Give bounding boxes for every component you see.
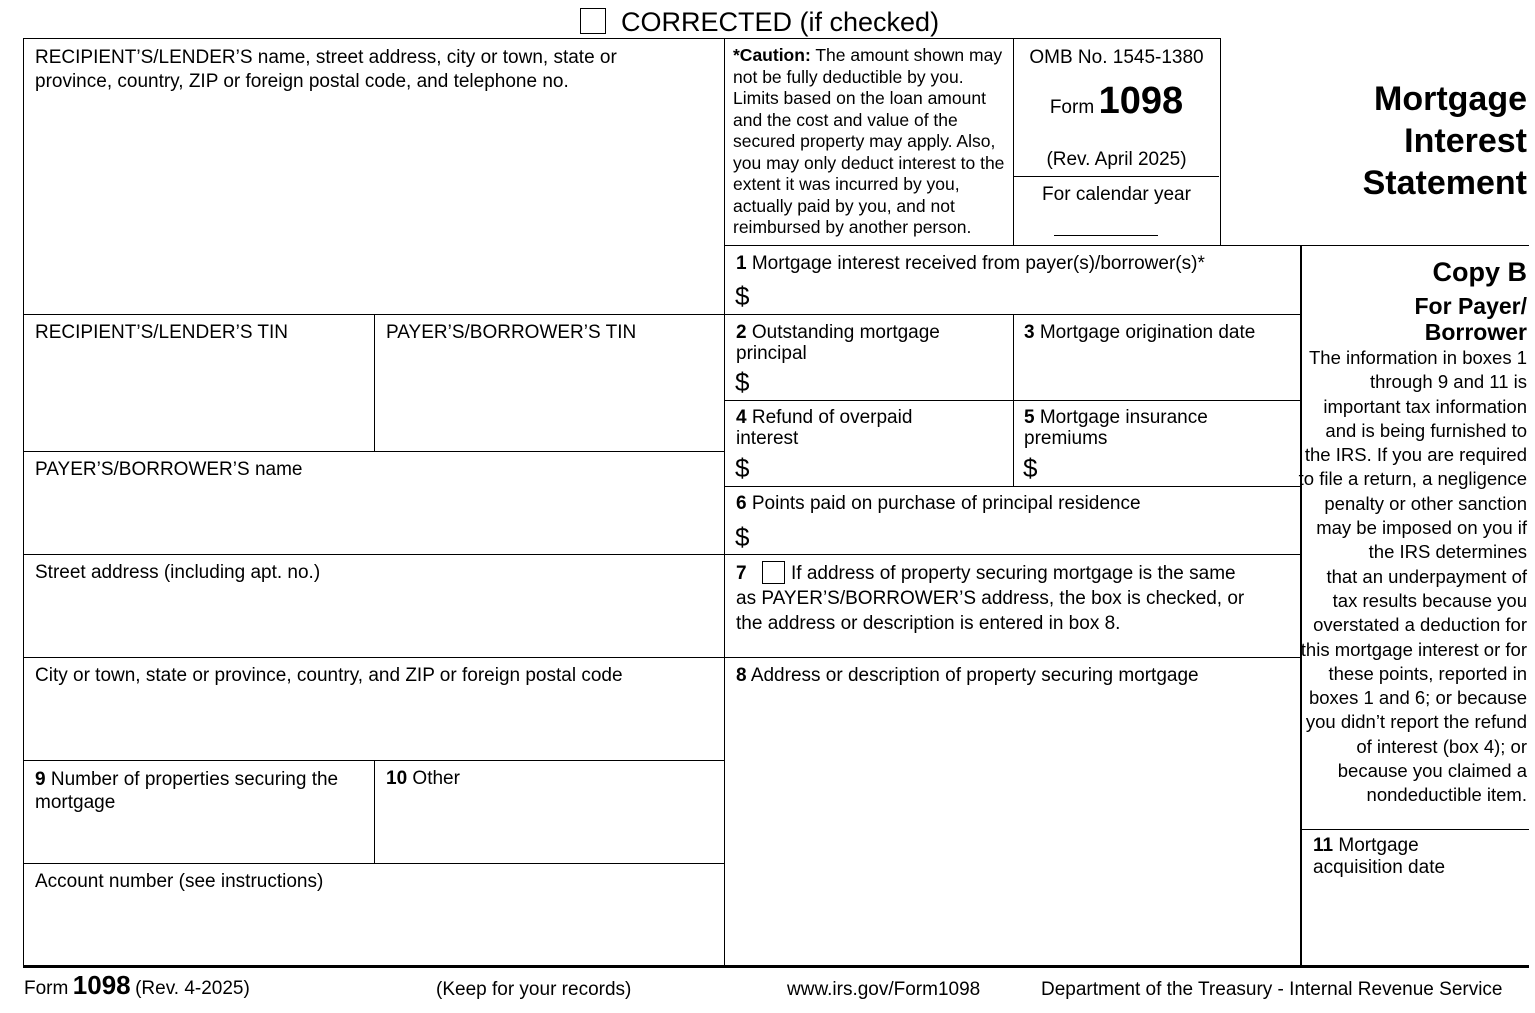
omb-box	[1013, 38, 1221, 247]
corrected-label: CORRECTED (if checked)	[621, 7, 940, 37]
omb-divider	[1014, 176, 1219, 177]
account-number-field[interactable]	[23, 863, 726, 968]
box5-label: 5 Mortgage insurance premiums	[1024, 407, 1208, 449]
box8-label: 8 Address or description of property securing mortgage	[736, 665, 1199, 686]
copy-b-title: Copy B	[1432, 257, 1527, 287]
box7-checkbox[interactable]	[762, 561, 785, 584]
box9-field[interactable]	[23, 760, 376, 865]
box10-label: 10 Other	[386, 768, 460, 789]
box3-field[interactable]	[1013, 314, 1302, 402]
box2-field[interactable]	[724, 314, 1015, 402]
box2-dollar: $	[735, 367, 750, 397]
box7-field	[724, 554, 1302, 659]
box6-field[interactable]	[724, 486, 1302, 556]
calendar-year-field[interactable]	[1054, 234, 1158, 236]
recipient-name-field[interactable]	[23, 38, 726, 316]
title-line3: Statement	[1362, 164, 1527, 202]
box1-field[interactable]	[724, 245, 1302, 316]
box11-field[interactable]	[1300, 828, 1529, 968]
title-line1: Mortgage	[1374, 80, 1527, 118]
recipient-tin-label: RECIPIENT’S/LENDER’S TIN	[35, 322, 289, 343]
payer-name-field[interactable]	[23, 451, 726, 556]
box7-line3: the address or description is entered in box 8.	[736, 613, 1121, 634]
footer-dept: Department of the Treasury - Internal Revenue Service	[1041, 979, 1503, 1000]
payer-tin-label: PAYER’S/BORROWER’S TIN	[386, 322, 637, 343]
payer-name-label: PAYER’S/BORROWER’S name	[35, 459, 303, 480]
box7-number: 7	[736, 563, 747, 584]
footer-url[interactable]: www.irs.gov/Form1098	[787, 979, 981, 1000]
box8-field[interactable]	[724, 657, 1302, 968]
bottom-rule	[23, 965, 1529, 968]
form-title	[1363, 78, 1527, 204]
box5-dollar: $	[1023, 453, 1038, 483]
box4-field[interactable]	[724, 400, 1015, 488]
city-label: City or town, state or province, country, and ZIP or foreign postal code	[35, 665, 623, 686]
caution-text: *Caution: The amount shown may not be fully deductible by you. Limits based on the loan amount and the cost and value of the secured property may apply. Also, you may only deduct interest to the extent it was incurred by you, actually paid by you, and not reimbursed by another person.	[733, 45, 1005, 237]
box1-label: 1 Mortgage interest received from payer(s)/borrower(s)*	[736, 253, 1205, 274]
form-number-heading: Form 1098	[1049, 80, 1184, 122]
copy-b-notice: The information in boxes 1 through 9 and 11 is important tax information and is being furnished to the IRS. If you are required to file a return, a negligence penalty or other sanction may be imposed on you if the IRS determines that an underpayment of tax results because you overstated a deduction for this mortgage interest or for these points, reported in boxes 1 and 6; or because you didn’t report the refund of interest (box 4); or because you claimed a nondeductible item.	[1298, 347, 1527, 806]
copy-b-for: For Payer/ Borrower	[1414, 293, 1527, 345]
box10-field[interactable]	[374, 760, 726, 865]
box9-label: 9 Number of properties securing the mortgage	[35, 769, 339, 813]
box5-field[interactable]	[1013, 400, 1302, 488]
box11-label: 11 Mortgage acquisition date	[1313, 835, 1446, 878]
box6-dollar: $	[735, 522, 750, 552]
recipient-tin-field[interactable]	[23, 314, 376, 453]
box7-line2: as PAYER’S/BORROWER’S address, the box is checked, or	[736, 588, 1245, 609]
box6-label: 6 Points paid on purchase of principal residence	[736, 493, 1141, 514]
box3-label: 3 Mortgage origination date	[1024, 322, 1256, 343]
recipient-name-label: RECIPIENT’S/LENDER’S name, street address, city or town, state or province, country, ZIP or foreign postal code, and telephone no.	[35, 47, 617, 92]
omb-number: OMB No. 1545-1380	[1029, 47, 1204, 68]
copy-b-panel	[1300, 245, 1529, 830]
title-line2: Interest	[1404, 122, 1527, 160]
street-address-field[interactable]	[23, 554, 726, 659]
omb-revision: (Rev. April 2025)	[1046, 149, 1187, 170]
caution-box	[724, 38, 1015, 247]
box7-line1: If address of property securing mortgage is the same	[791, 563, 1236, 584]
box1-dollar: $	[735, 281, 750, 311]
box2-label: 2 Outstanding mortgage principal	[736, 322, 940, 364]
account-number-label: Account number (see instructions)	[35, 871, 324, 892]
street-address-label: Street address (including apt. no.)	[35, 562, 321, 583]
city-field[interactable]	[23, 657, 726, 762]
box4-dollar: $	[735, 453, 750, 483]
payer-tin-field[interactable]	[374, 314, 726, 453]
calendar-year-label: For calendar year	[1042, 184, 1191, 205]
corrected-checkbox[interactable]	[580, 8, 606, 34]
footer-form-id: Form 1098 (Rev. 4-2025)	[24, 970, 250, 1000]
footer-keep: (Keep for your records)	[436, 979, 632, 1000]
box4-label: 4 Refund of overpaid interest	[736, 407, 913, 449]
